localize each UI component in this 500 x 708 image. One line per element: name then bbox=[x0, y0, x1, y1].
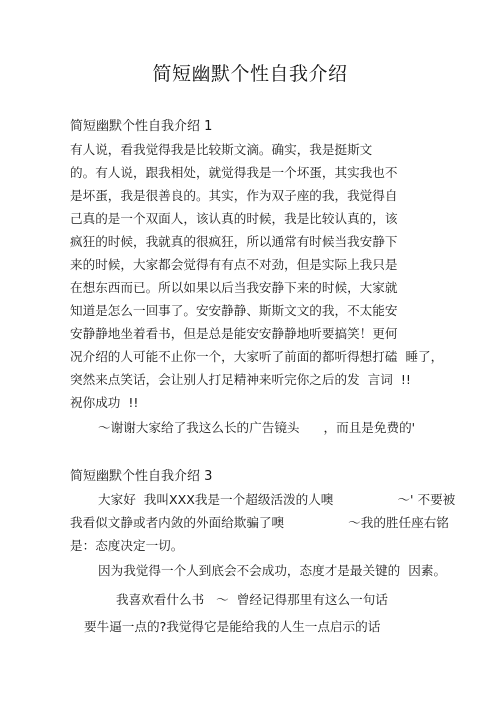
paragraph-line: 的。有人说，跟我相处，就觉得我是一个坏蛋，其实我也不 bbox=[70, 165, 398, 180]
paragraph-line: 有人说，看我觉得我是比较斯文滴。确实，我是挺斯文 bbox=[70, 142, 373, 157]
paragraph-line: 突然来点笑话，会让别人打足精神来听完你之后的发 言词 !! bbox=[70, 372, 411, 387]
paragraph-line: 要牛逼一点的?我觉得它是能给我的人生一点启示的话 bbox=[84, 619, 381, 634]
paragraph-line: 我看似文静或者内敛的外面给欺骗了噢 〜我的胜任座右铭 bbox=[70, 515, 449, 530]
paragraph-line: 况介绍的人可能不止你一个，大家听了前面的都听得想打磕 睡了， bbox=[70, 349, 444, 364]
paragraph-line: 在想东西而已。所以如果以后当我安静下来的时候，大家就 bbox=[70, 280, 398, 295]
paragraph-line: 我喜欢看什么书 〜 曾经记得那里有这么一句话 bbox=[116, 592, 388, 607]
paragraph-line: 〜谢谢大家给了我这么长的广告镜头 ，而且是免费的' bbox=[98, 420, 416, 435]
paragraph-line: 祝你成功 !! bbox=[70, 395, 139, 410]
paragraph-line: 来的时候，大家都会觉得有有点不对劲，但是实际上我只是 bbox=[70, 257, 398, 272]
paragraph-line: 因为我觉得一个人到底会不会成功，态度才是最关键的 因素。 bbox=[98, 563, 447, 578]
paragraph-line: 疯狂的时候，我就真的很疯狂，所以通常有时候当我安静下 bbox=[70, 234, 398, 249]
paragraph-line: 是：态度决定一切。 bbox=[70, 538, 184, 553]
paragraph-line: 知道是怎么一回事了。安安静静、斯斯文文的我，不太能安 bbox=[70, 303, 398, 318]
document-title: 简短幽默个性自我介绍 bbox=[152, 63, 348, 85]
section-heading-1: 简短幽默个性自我介绍 1 bbox=[70, 119, 213, 134]
paragraph-line: 己真的是一个双面人，该认真的时候，我是比较认真的，该 bbox=[70, 211, 398, 226]
paragraph-line: 大家好 我叫XXX我是一个超级活泼的人噢 〜' 不要被 bbox=[98, 492, 456, 507]
paragraph-line: 是坏蛋，我是很善良的。其实，作为双子座的我，我觉得自 bbox=[70, 188, 398, 203]
section-heading-3: 简短幽默个性自我介绍 3 bbox=[70, 469, 213, 484]
paragraph-line: 安静静地坐着看书，但是总是能安安静静地听要搞笑！更何 bbox=[70, 326, 398, 341]
